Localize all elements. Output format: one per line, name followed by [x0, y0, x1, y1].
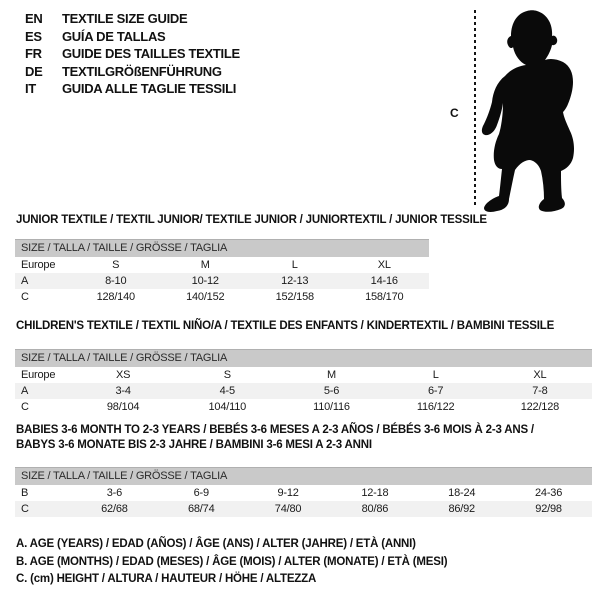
age-cell: 7-8 [488, 383, 592, 399]
height-cell: 110/116 [313, 400, 350, 413]
language-list [25, 10, 240, 98]
babies-title-line-2: BABYS 3-6 MONATE BIS 2-3 JAHRE / BAMBINI 3-6 MESI A 2-3 ANNI [16, 439, 372, 451]
row-label: C [21, 400, 29, 413]
height-cell: 86/92 [418, 501, 505, 517]
age-cell: 14-16 [340, 273, 430, 289]
age-cell: 10-12 [161, 273, 251, 289]
children-table-title: CHILDREN'S TEXTILE / TEXTIL NIÑO/A / TEXTILE DES ENFANTS / KINDERTEXTIL / BAMBINI TESSILE [16, 320, 555, 332]
height-measure-label: C [450, 106, 459, 120]
row-label: C [21, 290, 29, 303]
table-row [15, 383, 592, 399]
height-cell: 98/104 [106, 400, 140, 413]
table-row [15, 257, 429, 273]
height-cell: 140/152 [186, 290, 225, 303]
row-label: Europe [21, 368, 56, 381]
age-cell: 8-10 [71, 273, 161, 289]
lang-title: TEXTILGRÖßENFÜHRUNG [62, 63, 222, 79]
lang-title: GUIDE DES TAILLES TEXTILE [62, 46, 240, 61]
height-cell: 68/74 [158, 501, 245, 517]
lang-row-en [25, 10, 240, 28]
size-cell: M [326, 368, 336, 381]
height-cell: 116/122 [416, 400, 455, 413]
junior-size-table [15, 239, 429, 305]
height-cell: 152/158 [275, 290, 314, 303]
lang-code: IT [25, 81, 36, 96]
lang-row-fr [25, 45, 240, 63]
months-cell: 24-36 [535, 486, 563, 499]
months-cell: 6-9 [193, 486, 209, 499]
row-label: A [15, 273, 71, 289]
size-cell: XL [533, 368, 547, 381]
row-label: Europe [21, 258, 56, 271]
height-cell: 122/128 [520, 400, 560, 413]
size-cell: S [112, 258, 120, 271]
row-label: B [21, 486, 29, 499]
size-cell: XS [115, 368, 131, 381]
lang-code: ES [25, 28, 42, 44]
babies-title-line-1: BABIES 3-6 MONTH TO 2-3 YEARS / BEBÉS 3-6 MESES A 2-3 AÑOS / BÉBÉS 3-6 MOIS À 2-3 ANS / [16, 424, 534, 436]
legend-line-c: C. (cm) HEIGHT / ALTURA / HAUTEUR / HÖHE / ALTEZZA [16, 573, 317, 585]
legend-line-a: A. AGE (YEARS) / EDAD (AÑOS) / ÂGE (ANS) / ALTER (JAHRE) / ETÀ (ANNI) [16, 538, 416, 550]
children-size-table [15, 349, 592, 415]
height-measure-dashed-line [474, 10, 476, 206]
row-label: A [15, 383, 71, 399]
size-cell: S [223, 368, 231, 381]
babies-table-title [16, 423, 534, 453]
height-cell: 80/86 [331, 501, 418, 517]
lang-code: DE [25, 63, 43, 79]
months-cell: 12-18 [361, 486, 389, 499]
height-cell: 92/98 [505, 501, 592, 517]
table-header-bar: SIZE / TALLA / TAILLE / GRÖSSE / TAGLIA [15, 468, 592, 485]
age-cell: 5-6 [279, 383, 383, 399]
toddler-silhouette-image [480, 0, 600, 215]
lang-title: GUÍA DE TALLAS [62, 28, 166, 44]
age-cell: 12-13 [250, 273, 340, 289]
height-cell: 128/140 [96, 290, 135, 303]
lang-code: FR [25, 46, 42, 61]
lang-title: GUIDA ALLE TAGLIE TESSILI [62, 81, 237, 96]
height-cell: 62/68 [71, 501, 158, 517]
legend [16, 536, 447, 589]
table-row [15, 399, 592, 415]
table-row [15, 367, 592, 383]
height-cell: 158/170 [365, 290, 404, 303]
lang-row-it [25, 80, 240, 98]
junior-table-title: JUNIOR TEXTILE / TEXTIL JUNIOR/ TEXTILE JUNIOR / JUNIORTEXTIL / JUNIOR TESSILE [16, 214, 487, 226]
row-label: C [15, 501, 71, 517]
table-header-bar: SIZE / TALLA / TAILLE / GRÖSSE / TAGLIA [15, 350, 592, 367]
table-row [15, 273, 429, 289]
age-cell: 6-7 [384, 383, 488, 399]
babies-size-table [15, 467, 592, 517]
table-row [15, 485, 592, 501]
age-cell: 4-5 [175, 383, 279, 399]
size-cell: L [291, 258, 298, 271]
months-cell: 18-24 [448, 486, 476, 499]
months-cell: 9-12 [277, 486, 299, 499]
months-cell: 3-6 [106, 486, 123, 499]
table-row [15, 501, 592, 517]
table-header-bar: SIZE / TALLA / TAILLE / GRÖSSE / TAGLIA [15, 240, 429, 257]
lang-row-de [25, 63, 240, 81]
size-cell: XL [377, 258, 391, 271]
size-cell: L [432, 368, 439, 381]
height-cell: 104/110 [208, 400, 247, 413]
lang-title: TEXTILE SIZE GUIDE [62, 11, 188, 26]
height-cell: 74/80 [245, 501, 332, 517]
lang-code: EN [25, 11, 43, 26]
size-cell: M [200, 258, 210, 271]
table-row [15, 289, 429, 305]
legend-line-b: B. AGE (MONTHS) / EDAD (MESES) / ÂGE (MOIS) / ALTER (MONATE) / ETÀ (MESI) [16, 555, 448, 568]
age-cell: 3-4 [71, 383, 175, 399]
lang-row-es [25, 28, 240, 46]
